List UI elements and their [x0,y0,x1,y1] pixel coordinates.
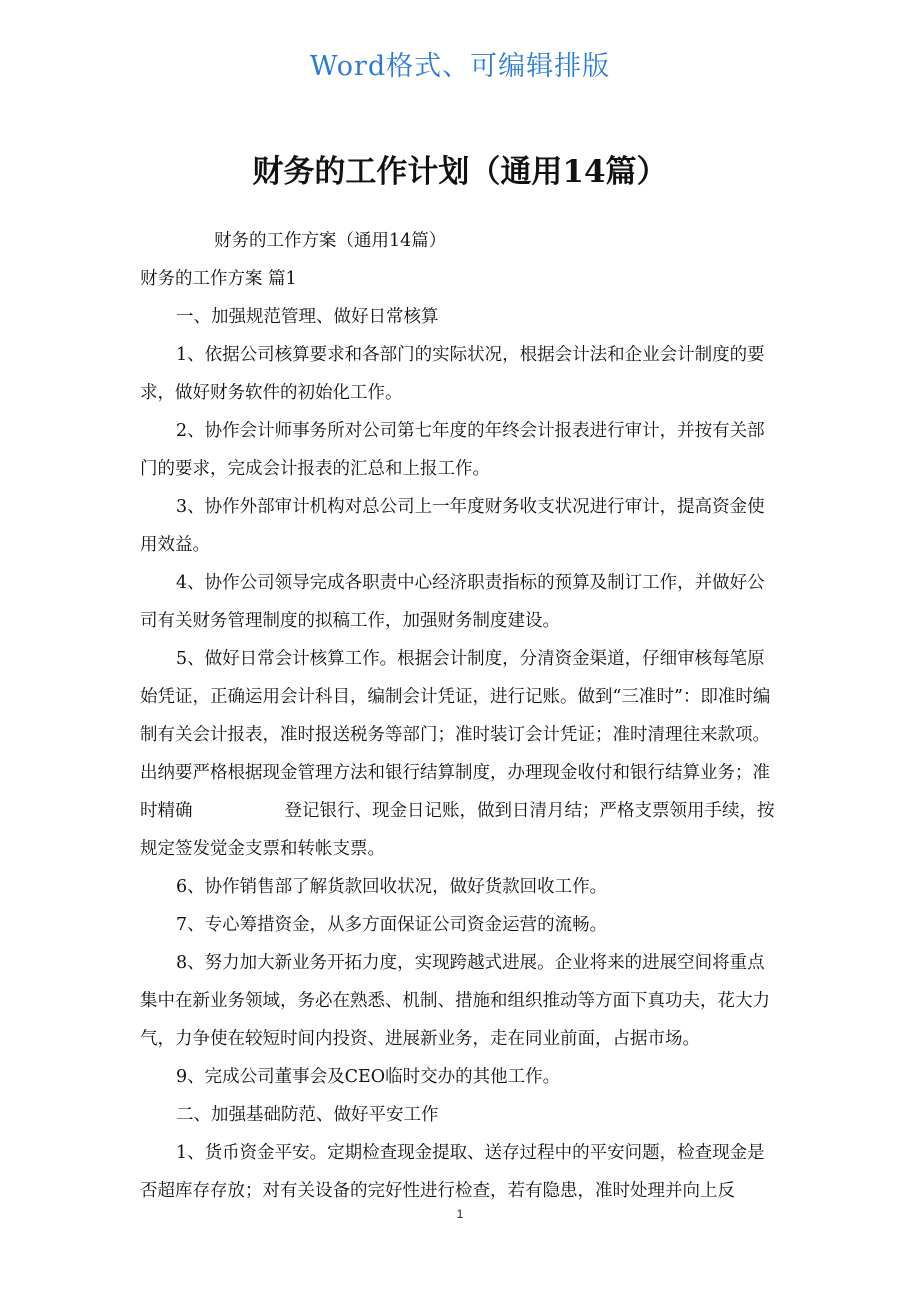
paragraph: 7、专心筹措资金，从多方面保证公司资金运营的流畅。 [176,915,608,935]
paragraph: 6、协作销售部了解货款回收状况，做好货款回收工作。 [176,877,608,897]
document-subtitle: 财务的工作方案（通用14篇） [214,231,447,251]
section-heading: 财务的工作方案 篇1 [140,269,297,289]
paragraph: 1、依据公司核算要求和各部门的实际状况，根据会计法和企业会计制度的要求，做好财务软件的初始化工作。 [140,345,765,403]
word-format-banner: Word格式、可编辑排版 [309,51,611,82]
paragraph: 8、努力加大新业务开拓力度，实现跨越式进展。企业将来的进展空间将重点集中在新业务领域，务必在熟悉、机制、措施和组织推动等方面下真功夫，花大力气，力争使在较短时间内投资、进展新业务，走在同业前面，占据市场。 [140,953,770,1049]
paragraph-5 [140,640,782,868]
paragraph: 1、货币资金平安。定期检查现金提取、送存过程中的平安问题，检查现金是否超库存存放；对有关设备的完好性进行检查，若有隐患，准时处理并向上反 [140,1143,765,1201]
paragraph-5-part-2: 登记银行、现金日记账，做到日清月结；严格支票领用手续，按规定签发觉金支票和转帐支票。 [140,801,775,859]
paragraph: 9、完成公司董事会及CEO临时交办的其他工作。 [176,1067,561,1087]
page-number: 1 [456,1207,464,1221]
paragraph: 4、协作公司领导完成各职责中心经济职责指标的预算及制订工作，并做好公司有关财务管理制度的拟稿工作，加强财务制度建设。 [140,573,765,631]
document-body [140,222,782,1210]
paragraph-5-part-1: 5、做好日常会计核算工作。根据会计制度，分清资金渠道，仔细审核每笔原始凭证，正确运用会计科目，编制会计凭证，进行记账。做到“三准时”：即准时编制有关会计报表，准时报送税务等部门；准时装订会计凭证；准时清理往来款项。出纳要严格根据现金管理方法和银行结算制度，办理现金收付和银行结算业务；准时精确 [140,649,771,821]
document-title: 财务的工作计划（通用14篇） [252,154,668,190]
paragraph: 2、协作会计师事务所对公司第七年度的年终会计报表进行审计，并按有关部门的要求，完成会计报表的汇总和上报工作。 [140,421,765,479]
heading-2: 二、加强基础防范、做好平安工作 [176,1105,439,1125]
heading-1: 一、加强规范管理、做好日常核算 [176,307,439,327]
paragraph: 3、协作外部审计机构对总公司上一年度财务收支状况进行审计，提高资金使用效益。 [140,497,765,555]
